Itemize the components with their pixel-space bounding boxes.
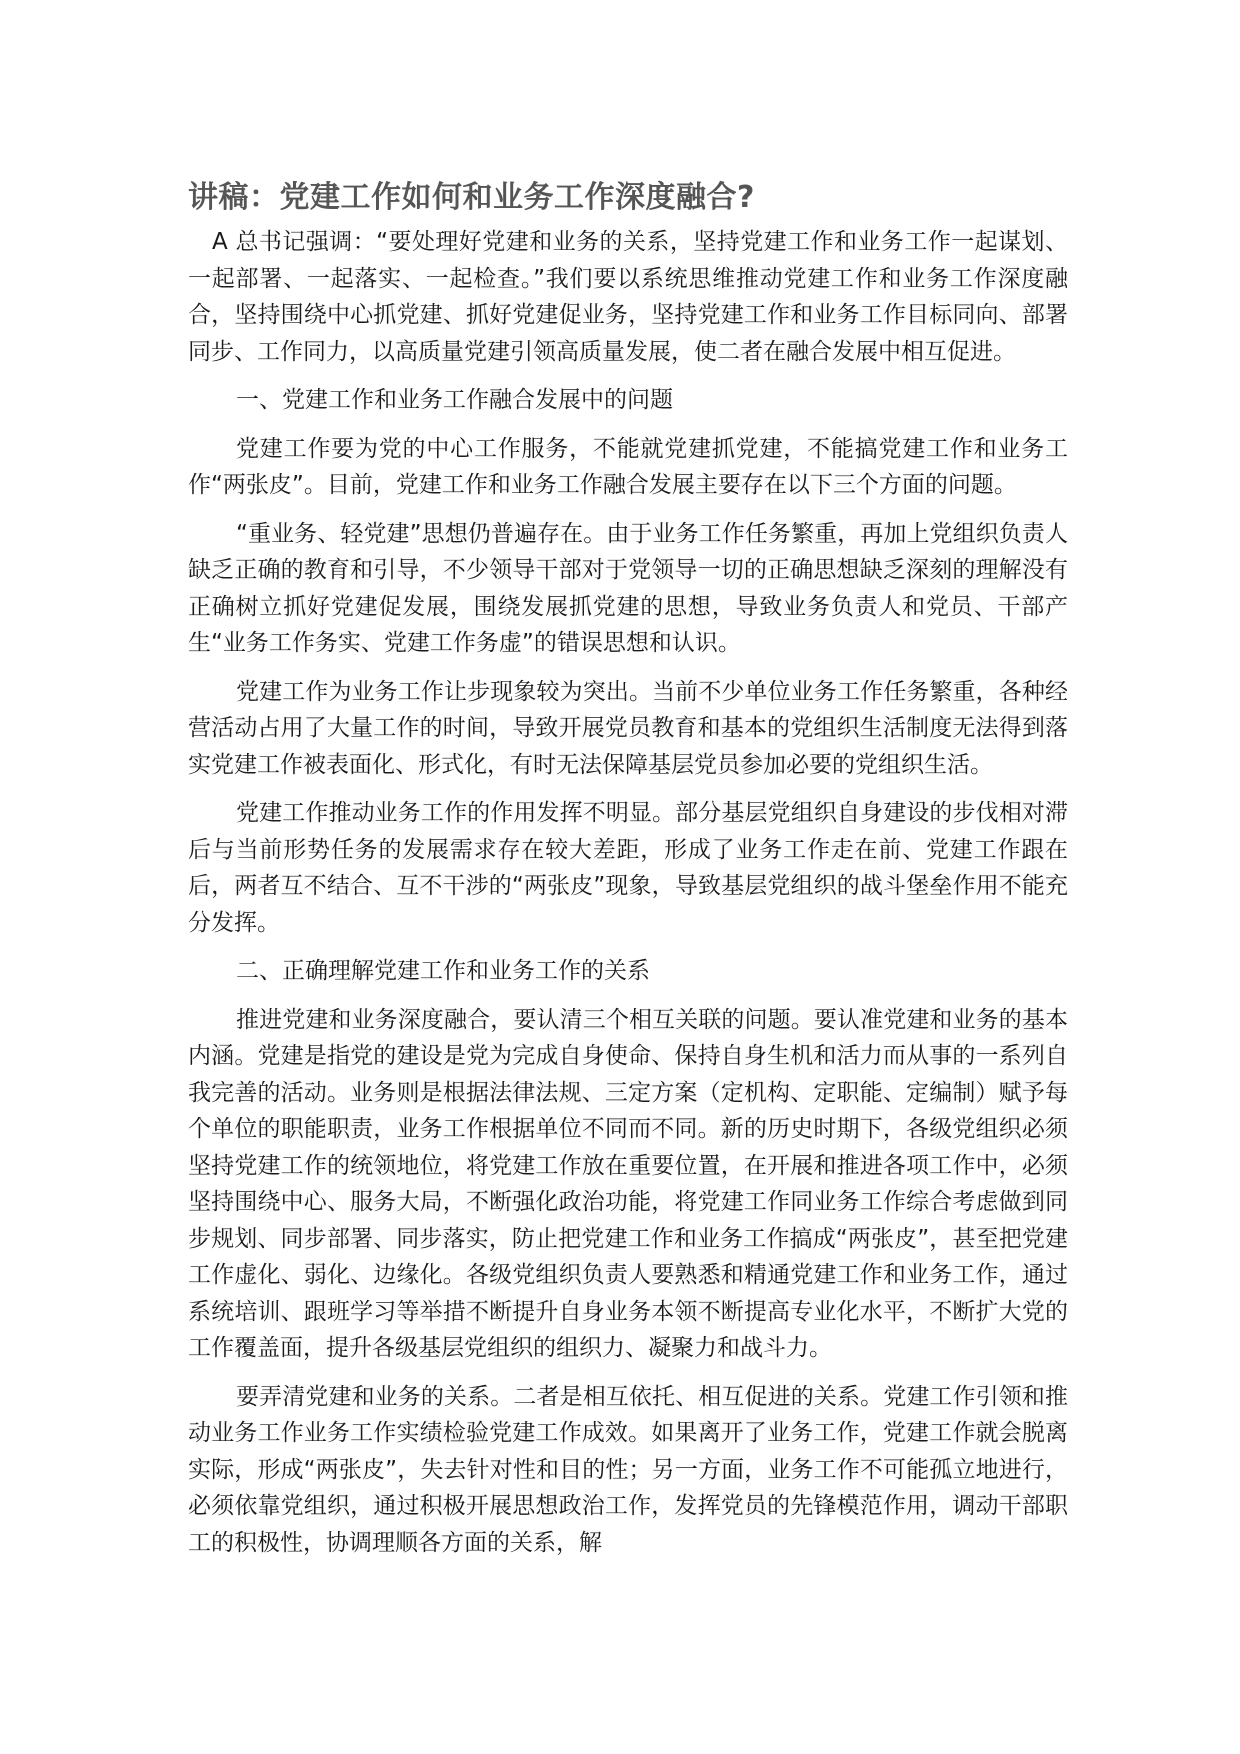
intro-paragraph: A 总书记强调：“要处理好党建和业务的关系，坚持党建工作和业务工作一起谋划、一起部署、一起落实、一起检查。”我们要以系统思维推动党建工作和业务工作深度融合，坚持围绕中心抓党建、抓好党建促业务，坚持党建工作和业务工作目标同向、部署同步、工作同力，以高质量党建引领高质量发展，使二者在融合发展中相互促进。 [188, 229, 1068, 365]
section1-paragraph-1: 党建工作要为党的中心工作服务，不能就党建抓党建，不能搞党建工作和业务工作“两张皮”。目前，党建工作和业务工作融合发展主要存在以下三个方面的问题。 [188, 435, 1068, 498]
section1-paragraph-4: 党建工作推动业务工作的作用发挥不明显。部分基层党组织自身建设的步伐相对滞后与当前形势任务的发展需求存在较大差距，形成了业务工作走在前、党建工作跟在后，两者互不结合、互不干涉的“两张皮”现象，导致基层党组织的战斗堡垒作用不能充分发挥。 [188, 800, 1068, 936]
section-heading-2: 二、正确理解党建工作和业务工作的关系 [236, 958, 650, 984]
section2-paragraph-2: 要弄清党建和业务的关系。二者是相互依托、相互促进的关系。党建工作引领和推动业务工作业务工作实绩检验党建工作成效。如果离开了业务工作，党建工作就会脱离实际，形成“两张皮”，失去针对性和目的性；另一方面，业务工作不可能孤立地进行，必须依靠党组织，通过积极开展思想政治工作，发挥党员的先锋模范作用，调动干部职工的积极性，协调理顺各方面的关系，解 [188, 1383, 1068, 1556]
section1-paragraph-2: “重业务、轻党建”思想仍普遍存在。由于业务工作任务繁重，再加上党组织负责人缺乏正确的教育和引导，不少领导干部对于党领导一切的正确思想缺乏深刻的理解没有正确树立抓好党建促发展，围绕发展抓党建的思想，导致业务负责人和党员、干部产生“业务工作务实、党建工作务虚”的错误思想和认识。 [188, 520, 1068, 656]
section2-paragraph-1: 推进党建和业务深度融合，要认清三个相互关联的问题。要认准党建和业务的基本内涵。党建是指党的建设是党为完成自身使命、保持自身生机和活力而从事的一系列自我完善的活动。业务则是根据法律法规、三定方案（定机构、定职能、定编制）赋予每个单位的职能职责，业务工作根据单位不同而不同。新的历史时期下，各级党组织必须坚持党建工作的统领地位，将党建工作放在重要位置，在开展和推进各项工作中，必须坚持围绕中心、服务大局，不断强化政治功能，将党建工作同业务工作综合考虑做到同步规划、同步部署、同步落实，防止把党建工作和业务工作搞成“两张皮”，甚至把党建工作虚化、弱化、边缘化。各级党组织负责人要熟悉和精通党建工作和业务工作，通过系统培训、跟班学习等举措不断提升自身业务本领不断提高专业化水平，不断扩大党的工作覆盖面，提升各级基层党组织的组织力、凝聚力和战斗力。 [188, 1006, 1068, 1361]
document-page [188, 176, 1068, 1573]
document-title: 讲稿：党建工作如何和业务工作深度融合? [188, 180, 755, 215]
section-heading-1: 一、党建工作和业务工作融合发展中的问题 [236, 387, 673, 413]
section1-paragraph-3: 党建工作为业务工作让步现象较为突出。当前不少单位业务工作任务繁重，各种经营活动占用了大量工作的时间，导致开展党员教育和基本的党组织生活制度无法得到落实党建工作被表面化、形式化，有时无法保障基层党员参加必要的党组织生活。 [188, 678, 1068, 778]
